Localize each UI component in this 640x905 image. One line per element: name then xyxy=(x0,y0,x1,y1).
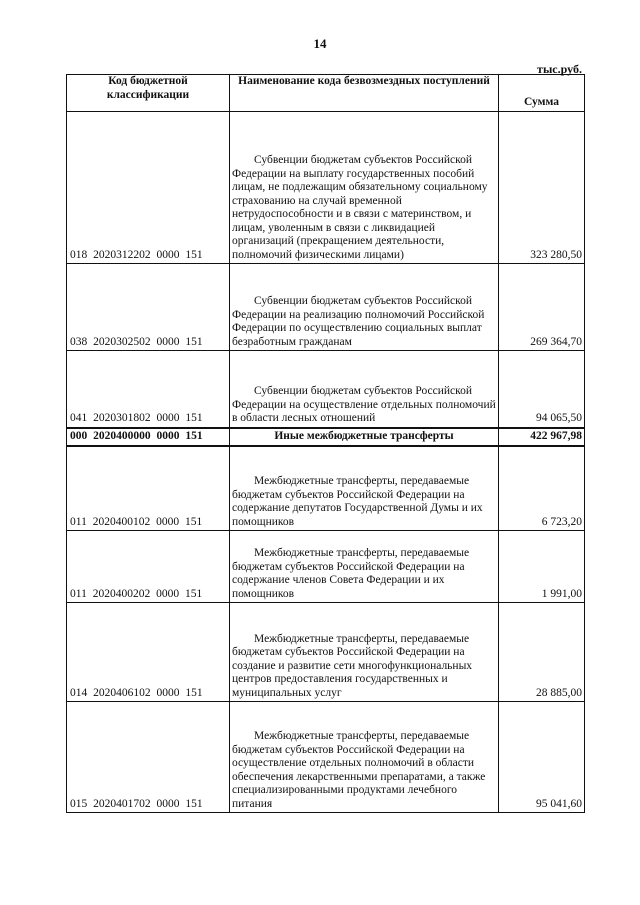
table-row-total xyxy=(67,428,585,446)
row-code: 015 2020401702 0000 151 xyxy=(67,702,230,813)
row-name xyxy=(230,531,499,603)
row-code: 041 2020301802 0000 151 xyxy=(67,351,230,428)
row-code: 014 2020406102 0000 151 xyxy=(67,603,230,702)
row-code: 011 2020400102 0000 151 xyxy=(67,446,230,531)
row-name xyxy=(230,112,499,264)
row-description: Субвенции бюджетам субъектов Российской Федерации на реализацию полномочий Российской Федерации по осуществлению социальных выплат безработным гражданам xyxy=(232,295,485,348)
row-description: Межбюджетные трансферты, передаваемые бюджетам субъектов Российской Федерации на осуществление отдельных полномочий в области обеспечения лекарственными препаратами, а также специализированными продуктами лечебного питания xyxy=(232,730,486,810)
page-number: 14 xyxy=(313,36,327,51)
table-row xyxy=(67,531,585,603)
header-code: Код бюджетной классификации xyxy=(67,75,230,112)
row-code: 011 2020400202 0000 151 xyxy=(67,531,230,603)
row-sum: 323 280,50 xyxy=(499,112,585,264)
row-description: Субвенции бюджетам субъектов Российской Федерации на выплату государственных пособий лицам, не подлежащим обязательному социальному страхованию на случай временной нетрудоспособности и в связи с материнством, и лицам, уволенным в связи с ликвидацией организаций (прекращением деятельности, полномочий физическими лицами) xyxy=(232,154,488,261)
units-label: тыс.руб. xyxy=(537,62,582,76)
row-sum: 28 885,00 xyxy=(499,603,585,702)
row-description: Субвенции бюджетам субъектов Российской Федерации на осуществление отдельных полномочий в области лесных отношений xyxy=(232,385,496,424)
row-description: Межбюджетные трансферты, передаваемые бюджетам субъектов Российской Федерации на содержание депутатов Государственной Думы и их помощников xyxy=(232,475,483,528)
row-sum: 422 967,98 xyxy=(499,428,585,446)
table-header-row xyxy=(67,75,585,112)
row-sum: 94 065,50 xyxy=(499,351,585,428)
row-description: Межбюджетные трансферты, передаваемые бюджетам субъектов Российской Федерации на создание и развитие сети многофункциональных центров предоставления государственных и муниципальных услуг xyxy=(232,632,473,699)
row-name xyxy=(230,446,499,531)
row-code: 018 2020312202 0000 151 xyxy=(67,112,230,264)
row-sum: 269 364,70 xyxy=(499,264,585,351)
row-sum: 1 991,00 xyxy=(499,531,585,603)
budget-table xyxy=(66,74,585,813)
row-name: Иные межбюджетные трансферты xyxy=(230,428,499,446)
table-row xyxy=(67,351,585,428)
header-name: Наименование кода безвозмездных поступлений xyxy=(230,75,499,112)
row-name xyxy=(230,603,499,702)
header-sum: Сумма xyxy=(499,75,585,112)
table-row xyxy=(67,702,585,813)
row-name xyxy=(230,702,499,813)
row-code: 038 2020302502 0000 151 xyxy=(67,264,230,351)
row-name xyxy=(230,264,499,351)
row-description: Межбюджетные трансферты, передаваемые бюджетам субъектов Российской Федерации на содержание членов Совета Федерации и их помощников xyxy=(232,547,470,600)
row-sum: 6 723,20 xyxy=(499,446,585,531)
table-row xyxy=(67,112,585,264)
table-row xyxy=(67,603,585,702)
row-sum: 95 041,60 xyxy=(499,702,585,813)
table-row xyxy=(67,264,585,351)
table-row xyxy=(67,446,585,531)
row-name xyxy=(230,351,499,428)
row-code: 000 2020400000 0000 151 xyxy=(67,428,230,446)
